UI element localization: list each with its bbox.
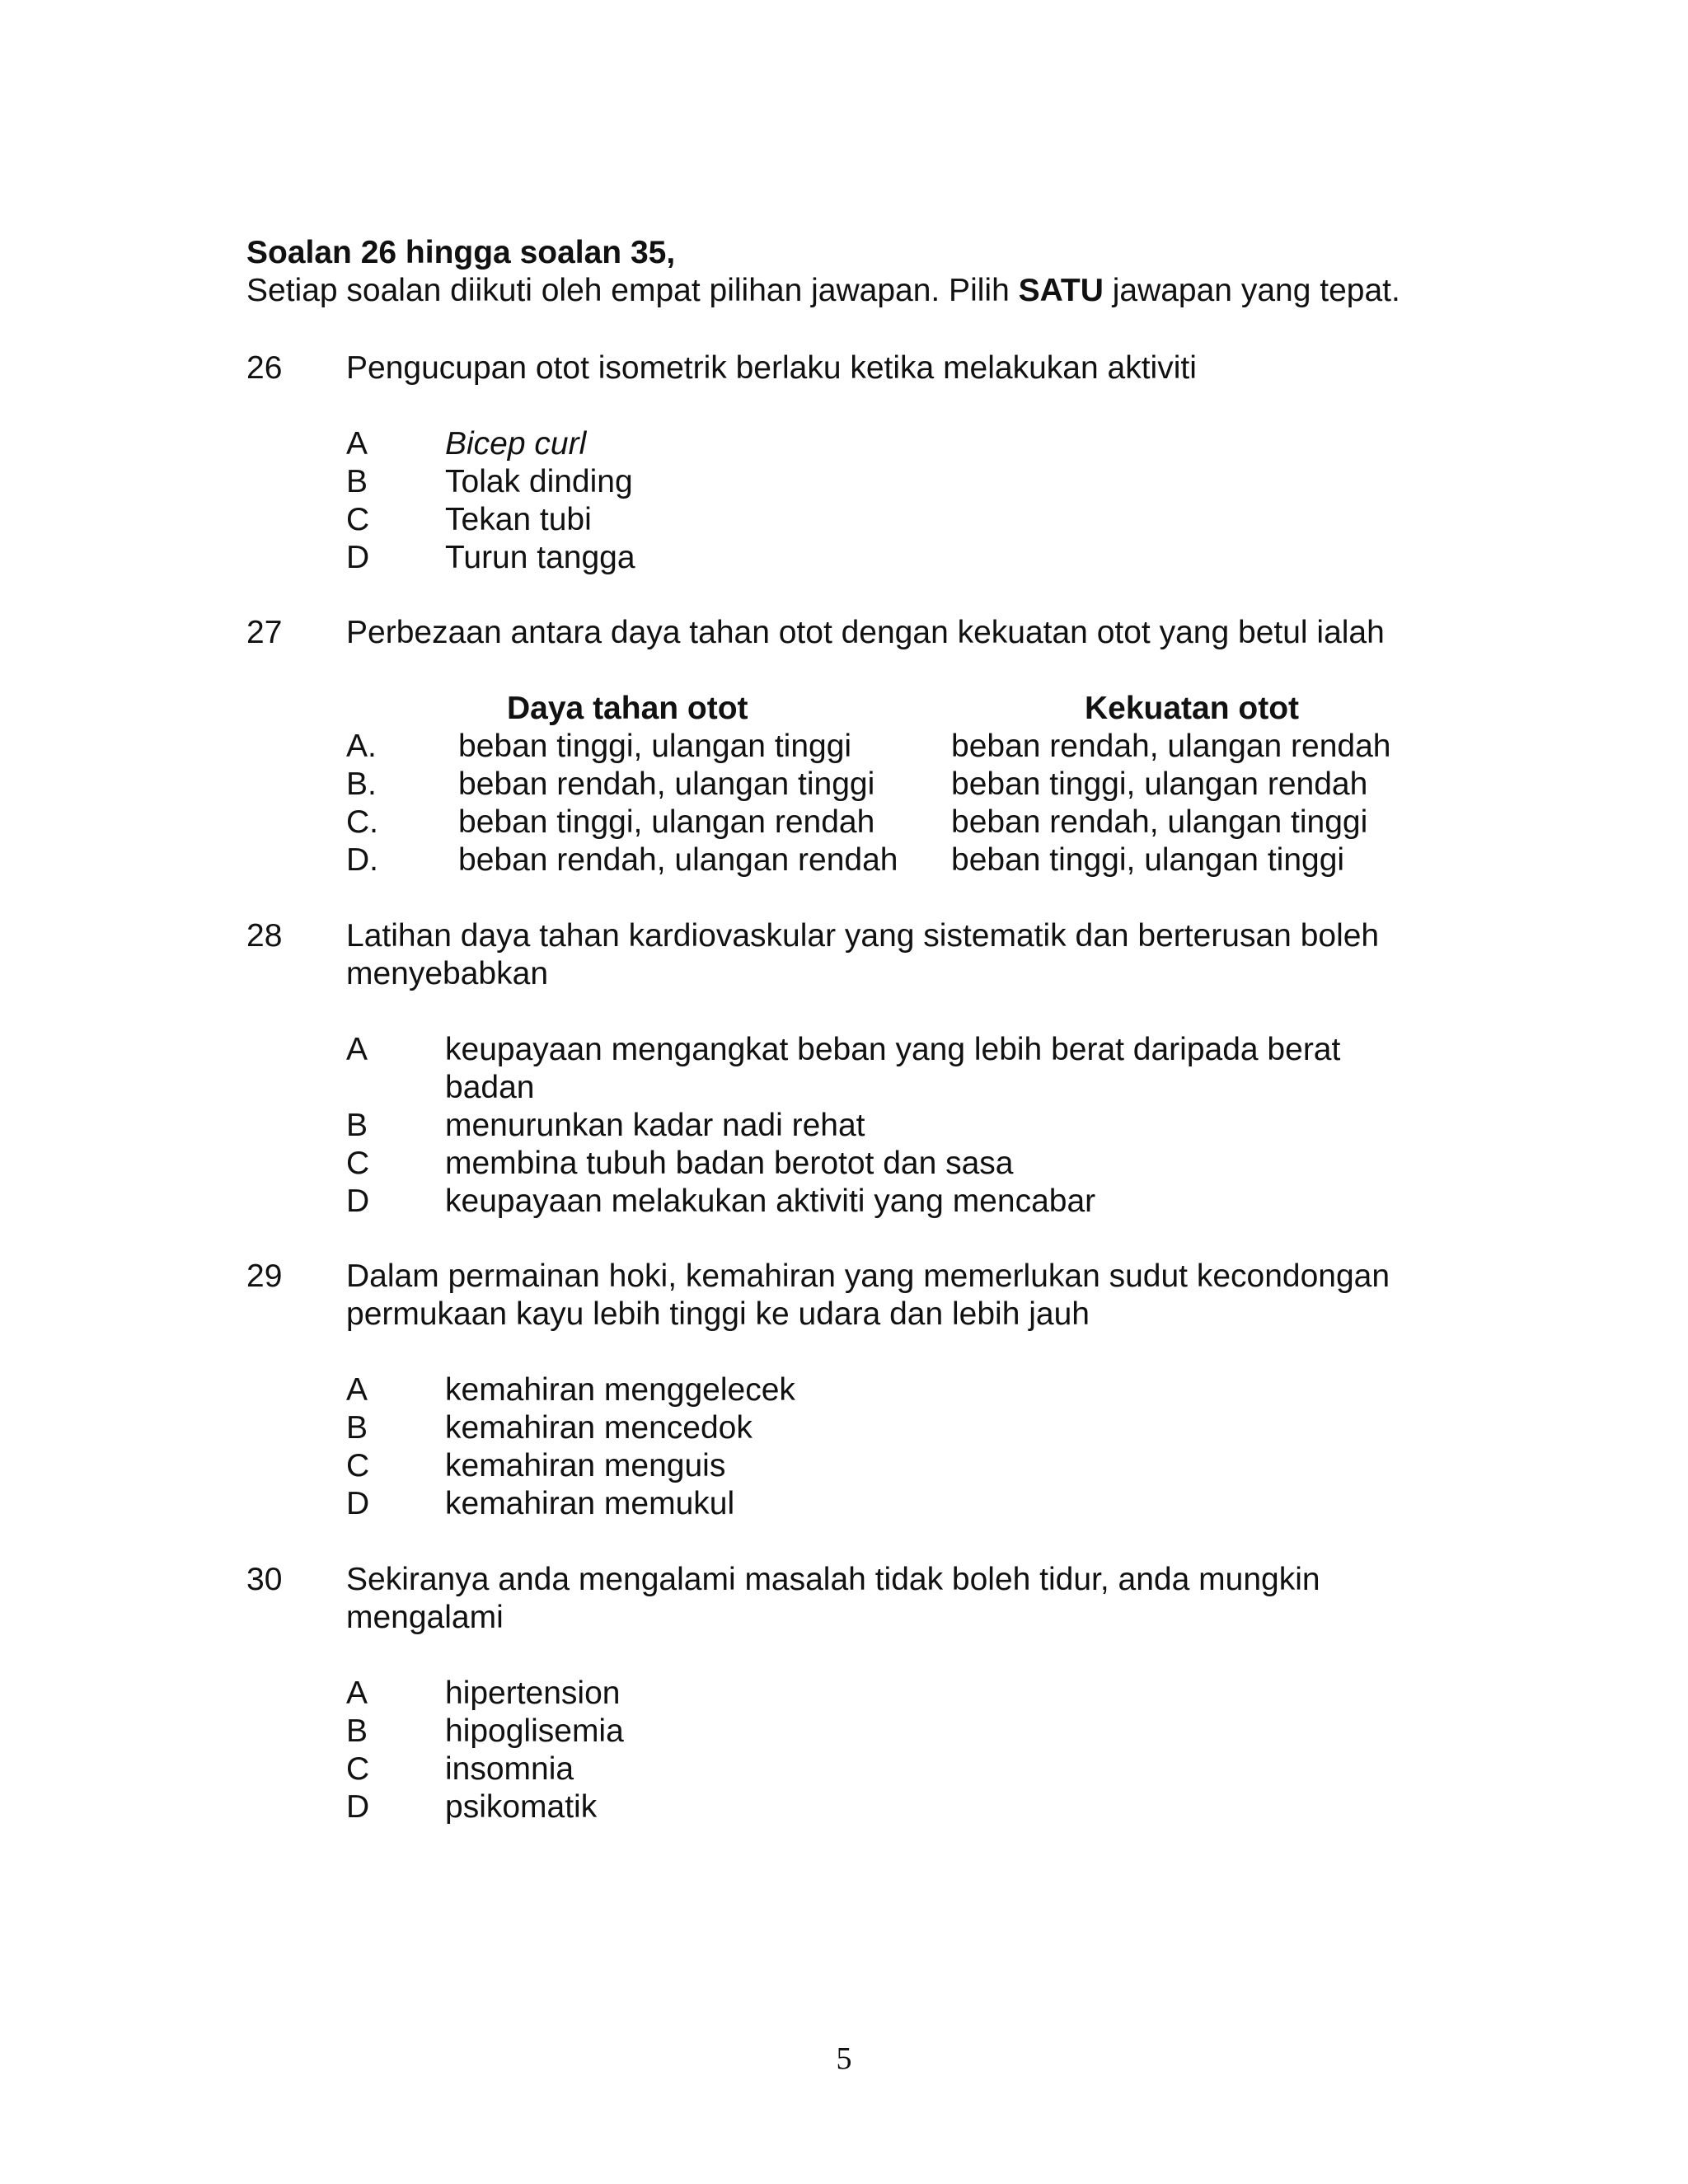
question-text-continued: mengalami xyxy=(346,1600,504,1635)
option-text: keupayaan mengangkat beban yang lebih berat daripada berat xyxy=(445,1032,1341,1067)
option-text: hipertension xyxy=(445,1675,621,1711)
question-number: 26 xyxy=(246,350,283,386)
option-letter: A xyxy=(346,1372,368,1408)
option-text: kemahiran menggelecek xyxy=(445,1372,795,1408)
option-letter: D. xyxy=(346,842,378,878)
option-text: kemahiran menguis xyxy=(445,1448,726,1483)
option-text: hipoglisemia xyxy=(445,1713,624,1749)
option-col1: beban tinggi, ulangan rendah xyxy=(458,804,875,840)
question-text-continued: permukaan kayu lebih tinggi ke udara dan lebih jauh xyxy=(346,1296,1090,1332)
option-text: kemahiran mencedok xyxy=(445,1410,753,1446)
option-col2: beban rendah, ulangan rendah xyxy=(951,729,1391,764)
instruction-text: Setiap soalan diikuti oleh empat pilihan jawapan. Pilih xyxy=(246,273,1019,308)
option-letter: D xyxy=(346,1486,370,1521)
section-instruction xyxy=(246,272,1400,310)
column-header-endurance: Daya tahan otot xyxy=(507,691,748,726)
option-text: insomnia xyxy=(445,1751,574,1787)
option-col2: beban tinggi, ulangan tinggi xyxy=(951,842,1345,878)
option-col2: beban tinggi, ulangan rendah xyxy=(951,766,1368,802)
option-letter: A xyxy=(346,426,368,462)
option-col2: beban rendah, ulangan tinggi xyxy=(951,804,1368,840)
question-text: Perbezaan antara daya tahan otot dengan kekuatan otot yang betul ialah xyxy=(346,615,1385,650)
option-letter: C xyxy=(346,1751,370,1787)
option-text: membina tubuh badan berotot dan sasa xyxy=(445,1146,1014,1181)
option-text: Tekan tubi xyxy=(445,502,592,537)
question-text: Sekiranya anda mengalami masalah tidak boleh tidur, anda mungkin xyxy=(346,1562,1320,1597)
question-number: 30 xyxy=(246,1562,283,1597)
option-col1: beban rendah, ulangan tinggi xyxy=(458,766,875,802)
question-text: Latihan daya tahan kardiovaskular yang sistematik dan berterusan boleh xyxy=(346,918,1380,954)
question-text: Pengucupan otot isometrik berlaku ketika melakukan aktiviti xyxy=(346,350,1197,386)
option-letter: C xyxy=(346,1448,370,1483)
instruction-text-end: jawapan yang tepat. xyxy=(1103,273,1400,308)
section-title: Soalan 26 hingga soalan 35, xyxy=(246,235,676,270)
question-number: 28 xyxy=(246,918,283,954)
option-text: Tolak dinding xyxy=(445,464,633,499)
option-col1: beban tinggi, ulangan tinggi xyxy=(458,729,852,764)
option-letter: B. xyxy=(346,766,377,802)
question-text-continued: menyebabkan xyxy=(346,956,549,991)
column-header-strength: Kekuatan otot xyxy=(1085,691,1300,726)
option-text-continued: badan xyxy=(445,1070,535,1105)
option-text: Bicep curl xyxy=(445,426,587,462)
option-letter: D xyxy=(346,540,370,575)
option-letter: C xyxy=(346,1146,370,1181)
question-text: Dalam permainan hoki, kemahiran yang memerlukan sudut kecondongan xyxy=(346,1258,1390,1294)
option-letter: B xyxy=(346,464,368,499)
option-text: kemahiran memukul xyxy=(445,1486,735,1521)
question-number: 29 xyxy=(246,1258,283,1294)
option-letter: D xyxy=(346,1183,370,1219)
instruction-emphasis: SATU xyxy=(1018,273,1104,308)
option-letter: C xyxy=(346,502,370,537)
option-text: psikomatik xyxy=(445,1789,598,1825)
option-text: Turun tangga xyxy=(445,540,635,575)
option-text: keupayaan melakukan aktiviti yang mencabar xyxy=(445,1183,1096,1219)
question-number: 27 xyxy=(246,615,283,650)
option-letter: B xyxy=(346,1713,368,1749)
page-number: 5 xyxy=(836,2041,852,2076)
option-letter: A xyxy=(346,1032,368,1067)
option-letter: A. xyxy=(346,729,377,764)
option-col1: beban rendah, ulangan rendah xyxy=(458,842,898,878)
option-letter: B xyxy=(346,1410,368,1446)
option-letter: A xyxy=(346,1675,368,1711)
option-letter: D xyxy=(346,1789,370,1825)
option-text: menurunkan kadar nadi rehat xyxy=(445,1108,865,1143)
option-letter: C. xyxy=(346,804,378,840)
option-letter: B xyxy=(346,1108,368,1143)
